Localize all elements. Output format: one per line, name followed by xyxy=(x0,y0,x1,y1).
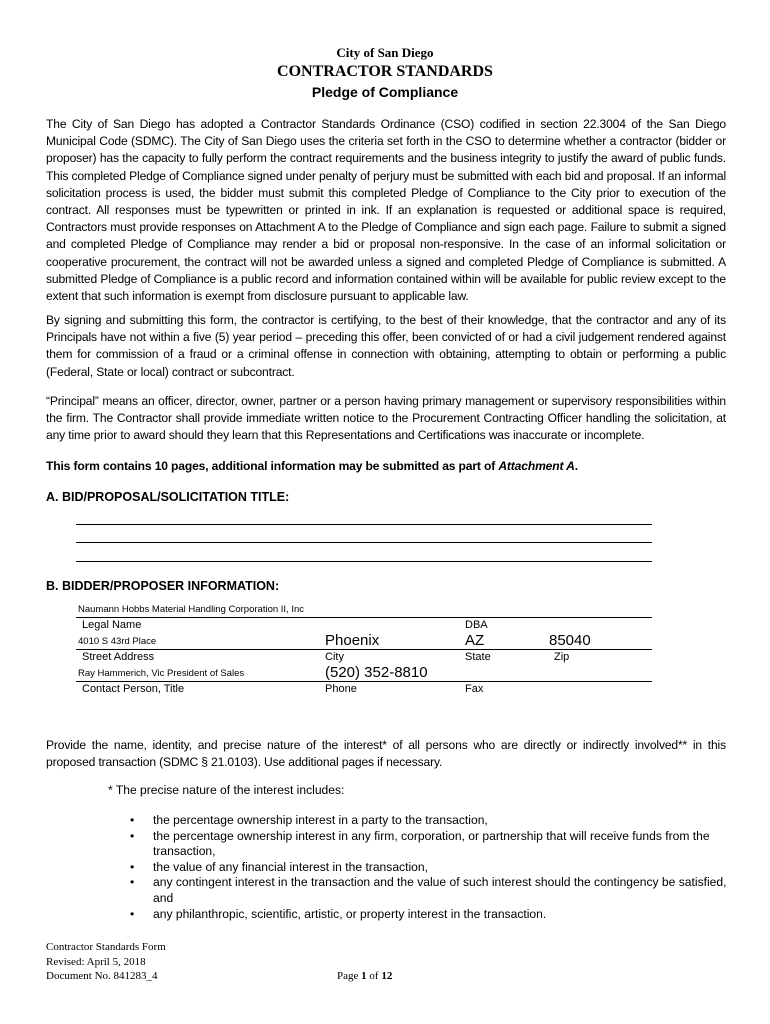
list-item: • any contingent interest in the transaction and the value of such interest should the contingency be satisfied, and xyxy=(130,875,730,906)
state-label: State xyxy=(465,651,491,663)
page-count-note-end: . xyxy=(574,459,578,473)
list-item: • the percentage ownership interest in a party to the transaction, xyxy=(130,813,730,829)
zip-label: Zip xyxy=(554,651,570,663)
interest-paragraph: Provide the name, identity, and precise nature of the interest* of all persons who are directly or indirectly involved** in this proposed transaction (SDMC § 21.0103). Use additional pages if necessary. xyxy=(46,738,726,770)
footer-revised: Revised: April 5, 2018 xyxy=(46,955,146,968)
page-subtitle: Pledge of Compliance xyxy=(311,84,459,100)
page-total: 12 xyxy=(381,970,393,982)
legal-name-rule xyxy=(76,617,652,618)
contact-field[interactable]: Ray Hammerich, Vic President of Sales xyxy=(78,668,245,679)
page-title: CONTRACTOR STANDARDS xyxy=(277,63,493,80)
intro-paragraph: The City of San Diego has adopted a Contractor Standards Ordinance (CSO) codified in section 22.3004 of the San Diego Municipal Code (SDMC). The City of San Diego uses the criteria set forth in the CSO to determine whether a contractor (bidder or proposer) has the capacity to fully perform the contract requirements and the business integrity to justify the award of public funds. This completed Pledge of Compliance signed under penalty of perjury must be submitted with each bid and proposal. If an informal solicitation process is used, the bidder must submit this completed Pledge of Compliance to the City prior to execution of the contract. All responses must be typewritten or printed in ink. If an explanation is requested or additional space is required, Contractors must provide responses on Attachment A to the Pledge of Compliance and sign each page. Failure to submit a signed and completed Pledge of Compliance may render a bid or proposal non-responsive. In the case of an informal solicitation or cooperative procurement, the contract will not be awarded unless a signed and completed Pledge of Compliance is submitted. A submitted Pledge of Compliance is a public record and information contained within will be available for public review except to the extent that such information is exempt from disclosure pursuant to applicable law. xyxy=(46,117,726,304)
certification-paragraph: By signing and submitting this form, the contractor is certifying, to the best of their knowledge, that the contractor and any of its Principals have not within a five (5) year period – preceding this offer, been convicted of or had a civil judgement rendered against them for commission of a fraud or a criminal offense in connection with obtaining, attempting to obtain or performing a public (Federal, State or local) contract or subcontract. xyxy=(46,313,726,379)
page-count-note xyxy=(46,458,726,475)
title-line-3[interactable] xyxy=(76,561,652,562)
footer-info xyxy=(46,940,166,984)
legal-name-field[interactable]: Naumann Hobbs Material Handling Corporation II, Inc xyxy=(78,604,305,615)
phone-field[interactable]: (520) 352-8810 xyxy=(325,664,428,681)
footer-form: Contractor Standards Form xyxy=(46,941,166,953)
title-line-2[interactable] xyxy=(76,542,652,543)
section-b-title: B. BIDDER/PROPOSER INFORMATION: xyxy=(46,579,280,593)
legal-name-label: Legal Name xyxy=(82,619,142,631)
footer-document: Document No. 841283_4 xyxy=(46,970,158,982)
city-header: City of San Diego xyxy=(336,45,434,60)
city-field[interactable]: Phoenix xyxy=(325,632,380,649)
contact-label: Contact Person, Title xyxy=(82,683,185,695)
city-label: City xyxy=(325,651,344,663)
zip-field[interactable]: 85040 xyxy=(549,632,591,649)
page-number xyxy=(337,970,392,982)
list-item: • the value of any financial interest in the transaction, xyxy=(130,860,730,876)
contact-rule xyxy=(76,681,652,682)
address-rule xyxy=(76,649,652,650)
interest-note: * The precise nature of the interest includes: xyxy=(108,783,345,797)
list-item: • any philanthropic, scientific, artistic, or property interest in the transaction. xyxy=(130,907,730,923)
title-line-1[interactable] xyxy=(76,524,652,525)
attachment-a-ref: Attachment A xyxy=(498,459,575,473)
section-a-title: A. BID/PROPOSAL/SOLICITATION TITLE: xyxy=(46,490,290,504)
street-label: Street Address xyxy=(82,651,155,663)
phone-label: Phone xyxy=(325,683,357,695)
interest-bullet-list xyxy=(130,813,730,922)
principal-definition-paragraph: “Principal” means an officer, director, owner, partner or a person having primary management or supervisory responsibilities within the firm. The Contractor shall provide immediate written notice to the Procurement Contracting Officer handling the solicitation, at any time prior to award should they learn that this Representations and Certifications was inaccurate or incomplete. xyxy=(46,394,726,443)
page-of: of xyxy=(366,970,382,982)
state-field[interactable]: AZ xyxy=(465,632,485,649)
page-label: Page xyxy=(337,970,362,982)
page-count-note-text: This form contains 10 pages, additional information may be submitted as part of xyxy=(46,459,499,473)
list-item: • the percentage ownership interest in any firm, corporation, or partnership that will receive funds from the transaction, xyxy=(130,829,730,860)
dba-label: DBA xyxy=(465,619,488,631)
page-current: 1 xyxy=(361,970,367,982)
street-field[interactable]: 4010 S 43rd Place xyxy=(78,636,157,647)
fax-label: Fax xyxy=(465,683,484,695)
